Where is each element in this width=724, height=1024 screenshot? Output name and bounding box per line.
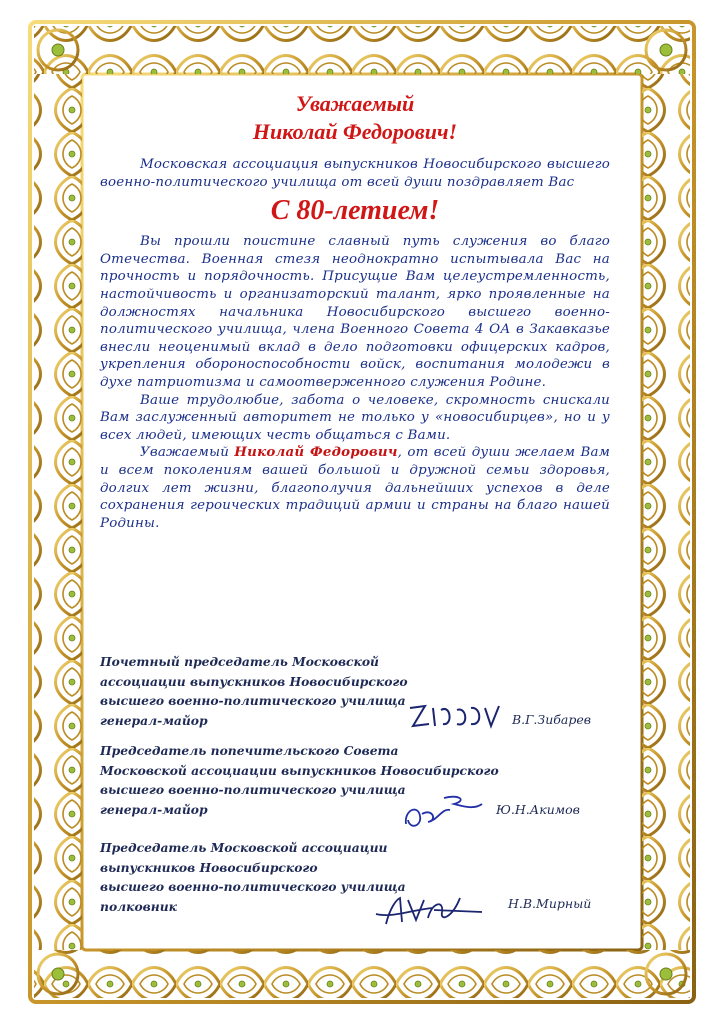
signatory-1-name: В.Г.Зибарев (512, 712, 592, 727)
signature-3-scribble (372, 888, 492, 934)
signatory-2-title-line: высшего военно-политического училища (100, 782, 406, 797)
signatory-3-title-line: Председатель Московской ассоциации (100, 840, 388, 855)
paragraph-3-name: Николай Федорович (234, 444, 398, 461)
paragraph-2: Ваше трудолюбие, забота о человеке, скромность снискали Вам заслуженный авторитет не только у «новосибирцев», но и у всех людей, имеющих честь общаться с Вами. (100, 392, 610, 443)
greeting-line-1: Уважаемый (295, 91, 415, 116)
paragraph-3-prefix: Уважаемый (140, 445, 235, 461)
signatory-2-title-line: Московской ассоциации выпускников Новосибирского (100, 762, 499, 778)
signatory-2-name: Ю.Н.Акимов (496, 802, 580, 817)
signatory-2-title-line: Председатель попечительского Совета (100, 743, 399, 758)
signatory-3-title-line: выпускников Новосибирского (100, 859, 318, 875)
signature-1-scribble (405, 696, 505, 736)
intro-paragraph: Московская ассоциация выпускников Новосибирского высшего военно-политического училища от всей души поздравляет Вас (100, 157, 610, 190)
letter-body (100, 90, 610, 532)
signature-2-scribble (398, 790, 488, 836)
signatory-1-title-line: высшего военно-политического училища (100, 693, 406, 708)
greeting-line-2: Николай Федорович! (252, 119, 458, 144)
paragraph-1: Вы прошли поистине славный путь служения во благо Отечества. Военная стезя неоднократно испытывала Вас на прочность и порядочность. Присущие Вам целеустремленность, настойчивость и организаторский талант, ярко проявленные на должностях начальника Новосибирского высшего военно-политического училища, члена Военного Совета 4 ОА в Закавказье внесли неоценимый вклад в дело подготовки офицерских кадров, укрепления обороноспособности войск, воспитания молодежи в духе патриотизма и самоотверженного служения Родине. (100, 234, 610, 390)
signatory-3-rank: полковник (100, 898, 177, 914)
signatory-3-title-line: высшего военно-политического училища (100, 879, 406, 894)
signatory-1-title-line: ассоциации выпускников Новосибирского (100, 673, 408, 689)
jubilee-title: С 80-летием! (270, 195, 440, 227)
paragraph-3 (100, 444, 610, 532)
signatory-3-name: Н.В.Мирный (508, 896, 592, 911)
signatory-1-title-line: Почетный председатель Московской (100, 654, 379, 669)
signatory-1-rank: генерал-майор (100, 712, 208, 728)
paragraph-3-suffix: , от всей души желаем Вам и всем поколениям вашей большой и дружной семьи здоровья, долгих лет жизни, благополучия дальнейших успехов в деле сохранения героических традиций армии и страны на благо нашей Родины. (100, 445, 611, 531)
signatory-2-rank: генерал-майор (100, 801, 208, 817)
